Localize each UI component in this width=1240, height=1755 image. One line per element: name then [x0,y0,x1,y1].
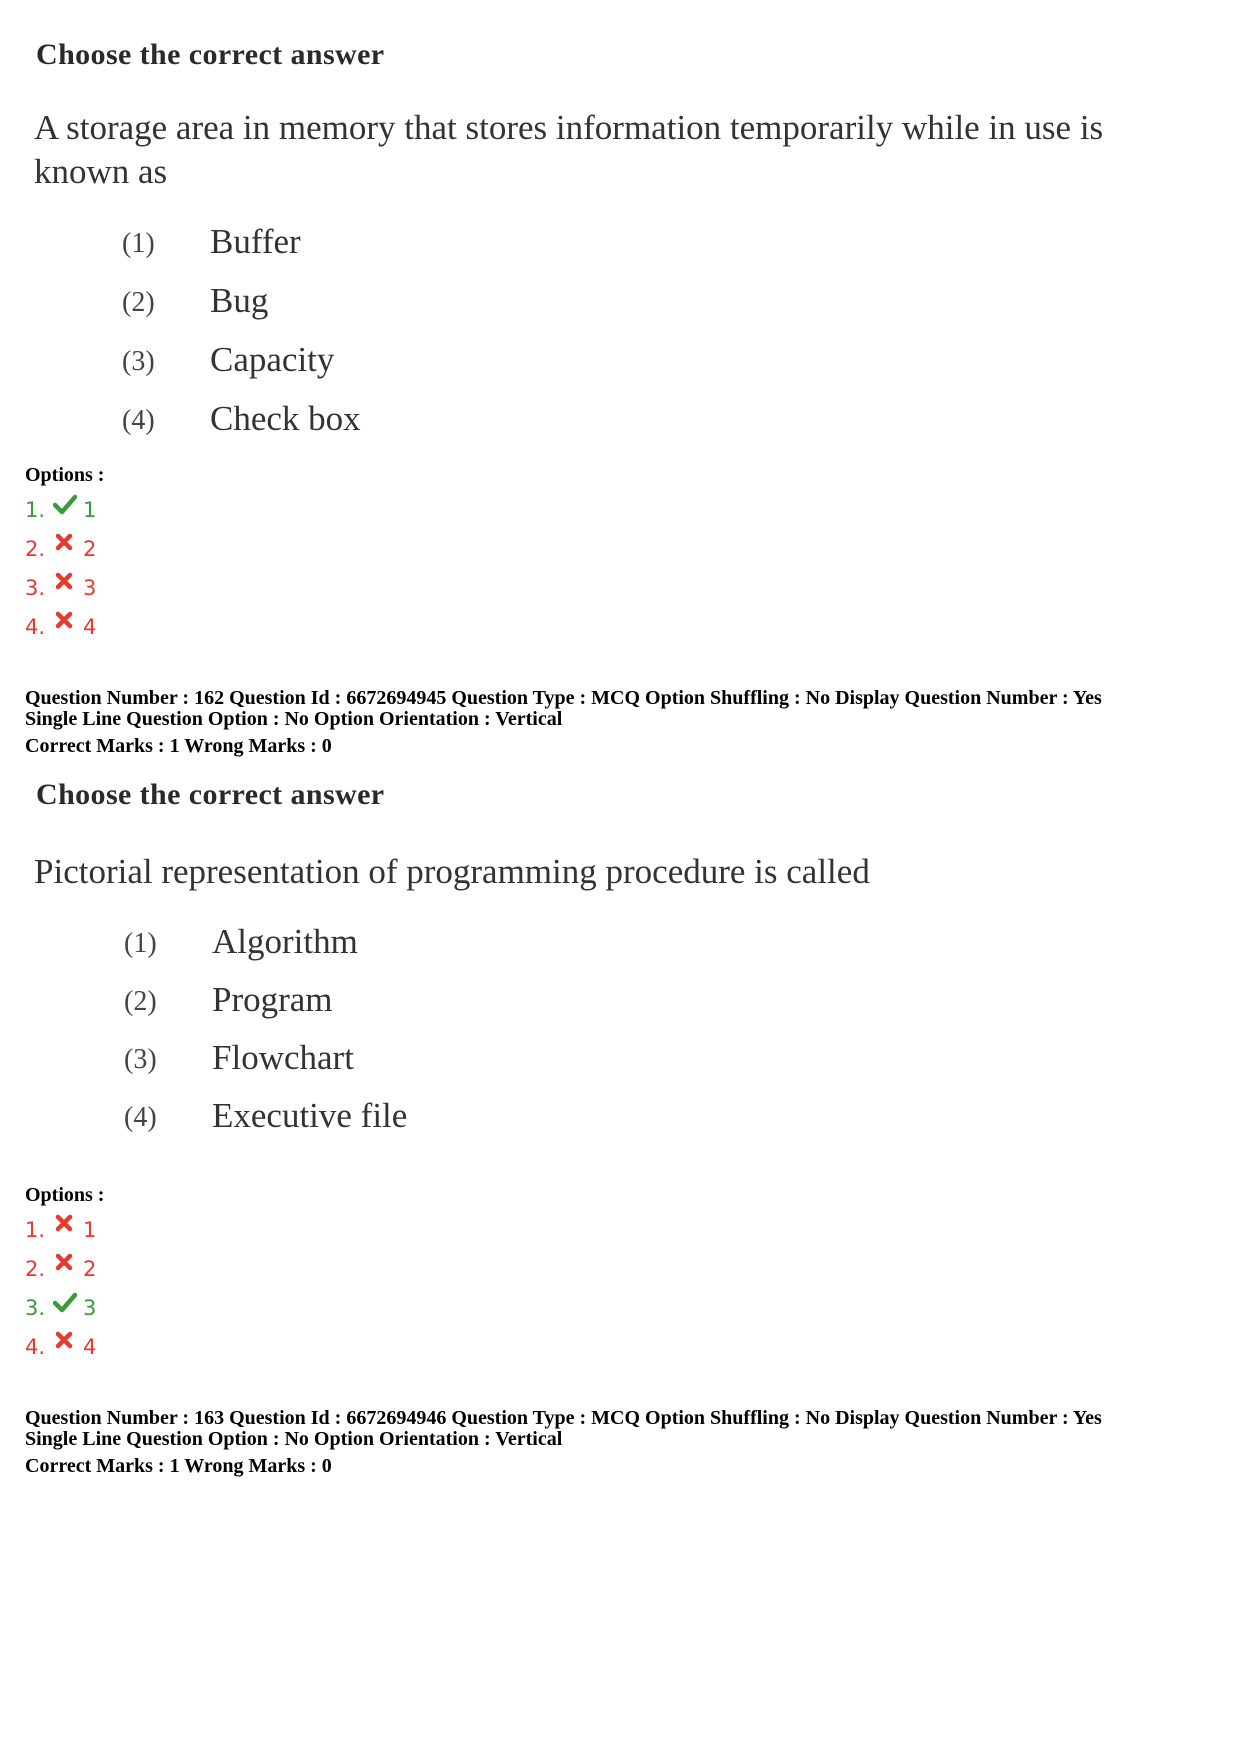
check-icon [53,1291,81,1313]
cross-icon [53,1252,81,1274]
option-index: 1. [25,498,46,522]
cross-icon [53,610,81,632]
options-label: Options : [25,1184,105,1206]
choice-text: Program [212,980,333,1019]
option-index: 4. [25,1335,46,1359]
option-index: 2. [25,537,46,561]
question-1-meta [25,688,1102,757]
option-index: 4. [25,615,46,639]
choice-text: Bug [210,281,269,320]
meta-line-2: Single Line Question Option : No Option Orientation : Vertical [25,1428,563,1450]
answer-option-2 [25,1255,96,1283]
option-value: 1 [83,1218,97,1242]
choice-number: (4) [124,1102,157,1133]
answer-option-4 [25,613,96,641]
answer-option-1 [25,1216,96,1244]
choice-number: (4) [122,405,155,436]
choice-number: (1) [124,928,157,959]
option-value: 3 [83,576,97,600]
option-value: 2 [83,537,97,561]
choice-number: (3) [122,346,155,377]
option-index: 3. [25,576,46,600]
question-1-text: A storage area in memory that stores information temporarily while in use is known as [34,108,1104,191]
option-index: 3. [25,1296,46,1320]
question-2-meta [25,1408,1102,1477]
choice-number: (1) [122,228,155,259]
cross-icon [53,1330,81,1352]
option-value: 4 [83,615,97,639]
answer-option-3 [25,1294,96,1322]
question-2-heading: Choose the correct answer [36,778,385,811]
answer-option-4 [25,1333,96,1361]
question-2-text: Pictorial representation of programming procedure is called [34,852,870,891]
answer-option-2 [25,535,96,563]
choice-number: (2) [124,986,157,1017]
option-value: 3 [83,1296,97,1320]
cross-icon [53,1213,81,1235]
choice-text: Algorithm [212,922,358,961]
answer-option-3 [25,574,96,602]
choice-number: (3) [124,1044,157,1075]
meta-line-3: Correct Marks : 1 Wrong Marks : 0 [25,1455,332,1477]
meta-line-2: Single Line Question Option : No Option Orientation : Vertical [25,708,563,730]
check-icon [53,493,81,515]
option-value: 2 [83,1257,97,1281]
choice-text: Buffer [210,222,301,261]
cross-icon [53,571,81,593]
choice-text: Check box [210,399,361,438]
options-label: Options : [25,464,105,486]
meta-line-1: Question Number : 162 Question Id : 6672694945 Question Type : MCQ Option Shuffling : No Display Question Number : Yes [25,687,1102,709]
option-value: 4 [83,1335,97,1359]
cross-icon [53,532,81,554]
option-index: 1. [25,1218,46,1242]
meta-line-3: Correct Marks : 1 Wrong Marks : 0 [25,735,332,757]
answer-option-1 [25,496,96,524]
choice-text: Flowchart [212,1038,354,1077]
option-index: 2. [25,1257,46,1281]
choice-text: Executive file [212,1096,408,1135]
choice-text: Capacity [210,340,335,379]
question-1-heading: Choose the correct answer [36,38,385,71]
choice-number: (2) [122,287,155,318]
option-value: 1 [83,498,97,522]
meta-line-1: Question Number : 163 Question Id : 6672694946 Question Type : MCQ Option Shuffling : No Display Question Number : Yes [25,1407,1102,1429]
